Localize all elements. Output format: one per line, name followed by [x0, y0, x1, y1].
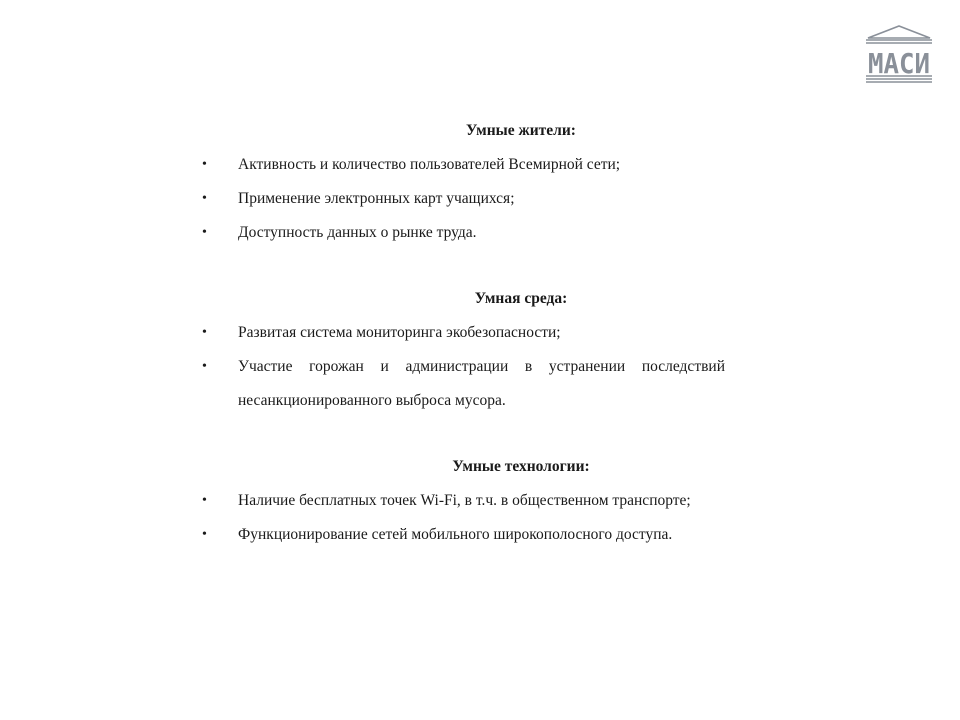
bullet-icon: •	[202, 493, 207, 508]
slide-content	[197, 114, 725, 552]
list-item	[197, 216, 725, 250]
section-title: Умные технологии:	[452, 458, 590, 475]
list-item-text: Доступность данных о рынке труда.	[238, 224, 477, 241]
bullet-icon: •	[202, 191, 207, 206]
list-item-text: Развитая система мониторинга экобезопасности;	[238, 324, 561, 341]
list-item-text: Функционирование сетей мобильного широкополосного доступа.	[238, 526, 673, 543]
list-item-text: Участие горожан и администрации в устранении последствий несанкционированного выброса мусора.	[238, 358, 725, 409]
list-item	[197, 182, 725, 216]
list-item	[197, 350, 725, 418]
list-item-text: Активность и количество пользователей Всемирной сети;	[238, 156, 621, 173]
bullet-icon: •	[202, 527, 207, 542]
masi-logo	[866, 24, 932, 86]
list-item	[197, 148, 725, 182]
list-item-text: Применение электронных карт учащихся;	[238, 190, 515, 207]
bullet-list	[197, 484, 725, 552]
building-pediment-logo-icon	[866, 24, 932, 86]
section-smart-residents	[197, 114, 725, 250]
section-smart-technologies	[197, 450, 725, 552]
list-item-text: Наличие бесплатных точек Wi-Fi, в т.ч. в общественном транспорте;	[238, 492, 691, 509]
logo-text: МАСИ	[868, 47, 930, 80]
list-item	[197, 518, 725, 552]
list-item	[197, 484, 725, 518]
section-title: Умные жители:	[466, 122, 576, 139]
bullet-list	[197, 148, 725, 250]
bullet-icon: •	[202, 225, 207, 240]
section-smart-environment	[197, 282, 725, 418]
bullet-icon: •	[202, 359, 207, 374]
list-item	[197, 316, 725, 350]
bullet-icon: •	[202, 157, 207, 172]
section-title: Умная среда:	[474, 290, 568, 307]
bullet-icon: •	[202, 325, 207, 340]
bullet-list	[197, 316, 725, 418]
